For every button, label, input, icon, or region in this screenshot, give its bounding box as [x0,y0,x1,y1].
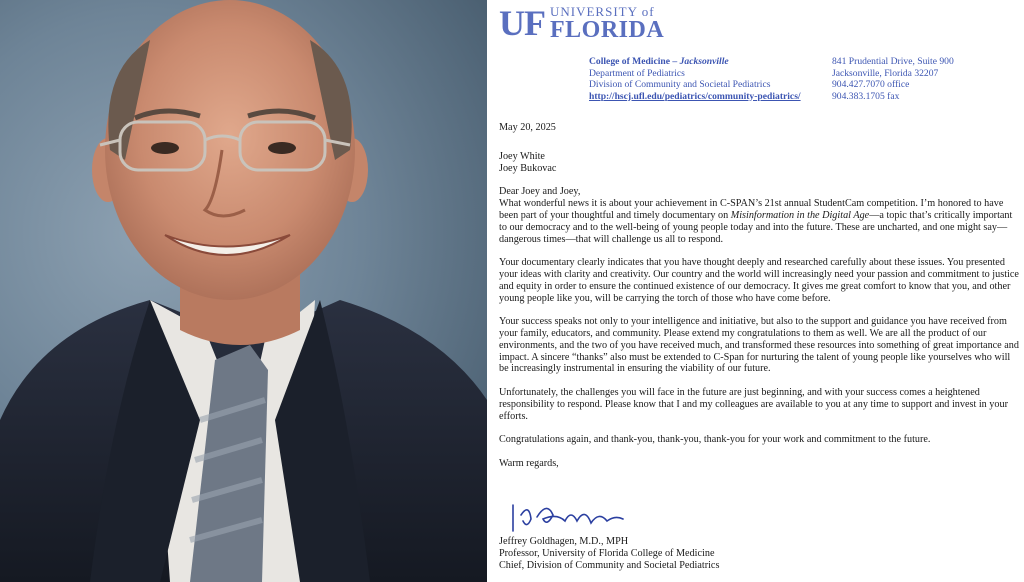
letter-recipients [499,151,1019,175]
portrait-photo [0,0,487,582]
signer-block [499,536,719,571]
signer-title: Chief, Division of Community and Societal Pediatrics [499,559,720,571]
address-city: Jacksonville, Florida 32207 [832,67,939,79]
paragraph-2: Your documentary clearly indicates that you have thought deeply and researched carefully about these issues. You presented your ideas with clarity and creativity. Our country and the world will increasingly need your passion and commitment to justice and equity in order to ensure the continued existence of our democracy. It gives me great comfort to know that you, and other young people like you, will be carrying the torch of those who have come before. [499,257,1019,304]
logo-uf-monogram: UF [499,3,545,43]
phone-fax: 904.383.1705 fax [832,90,900,102]
documentary-title: Misinformation in the Digital Age [730,209,870,221]
salutation: Dear Joey and Joey, [499,186,581,198]
closing: Warm regards, [499,457,559,469]
paragraph-1: Dear Joey and Joey, What wonderful news it is about your achievement in C-SPAN’s 21st annual StudentCam competition. I’m honored to have been part of your thoughtful and timely documentary on Misinformation in the Digital Age—a topic that’s critically important to our democracy and to the well-being of young people today and into the future. These are uncharted, and one might say—dangerous times—that will challenge us all to respond. [499,186,1019,245]
logo-florida: FLORIDA [550,16,665,43]
paragraph-5: Congratulations again, and thank-you, thank-you, thank-you for your work and commitment to the future. [499,434,931,446]
portrait-illustration [0,0,487,582]
letterhead-address [832,56,954,102]
department-url-link[interactable]: http://hscj.ufl.edu/pediatrics/community-pediatrics/ [589,90,801,102]
paragraph-4: Unfortunately, the challenges you will face in the future are just beginning, and with your success comes a heightened responsibility to respond. Please know that I and my colleagues are available to you at any time to support and invest in your efforts. [499,386,1008,422]
department-name: Department of Pediatrics [589,67,685,79]
paragraph-3: Your success speaks not only to your intelligence and initiative, but also to the support and guidance you have received from your family, educators, and community. Please extend my congratulations to them as well. We are all the product of our environments, and the two of you have received much, and transformed these resources into something of great importance and impact. A sincere “thanks” also must be extended to C-Span for nurturing the talent of young people like yourselves who will be increasingly instrumental in ensuring the viability of our future. [499,316,1019,375]
logo-university: UNIVERSITY of [550,3,655,19]
recipient: Joey White [499,150,545,162]
letter-document [487,0,1024,582]
phone-office: 904.427.7070 office [832,79,910,90]
handwritten-signature [507,497,627,537]
letter-body [499,122,1019,481]
college-name: College of Medicine – Jacksonville [589,56,729,67]
letterhead-department [589,56,801,102]
logo-wordmark [550,5,664,42]
college-campus: Jacksonville [679,56,729,67]
letter-date: May 20, 2025 [499,122,556,133]
recipient: Joey Bukovac [499,162,557,174]
signer-name: Jeffrey Goldhagen, M.D., MPH [499,536,629,547]
university-logo [499,5,664,41]
division-name: Division of Community and Societal Pediatrics [589,79,771,90]
address-street: 841 Prudential Drive, Suite 900 [832,56,954,67]
signer-title: Professor, University of Florida College of Medicine [499,547,715,559]
